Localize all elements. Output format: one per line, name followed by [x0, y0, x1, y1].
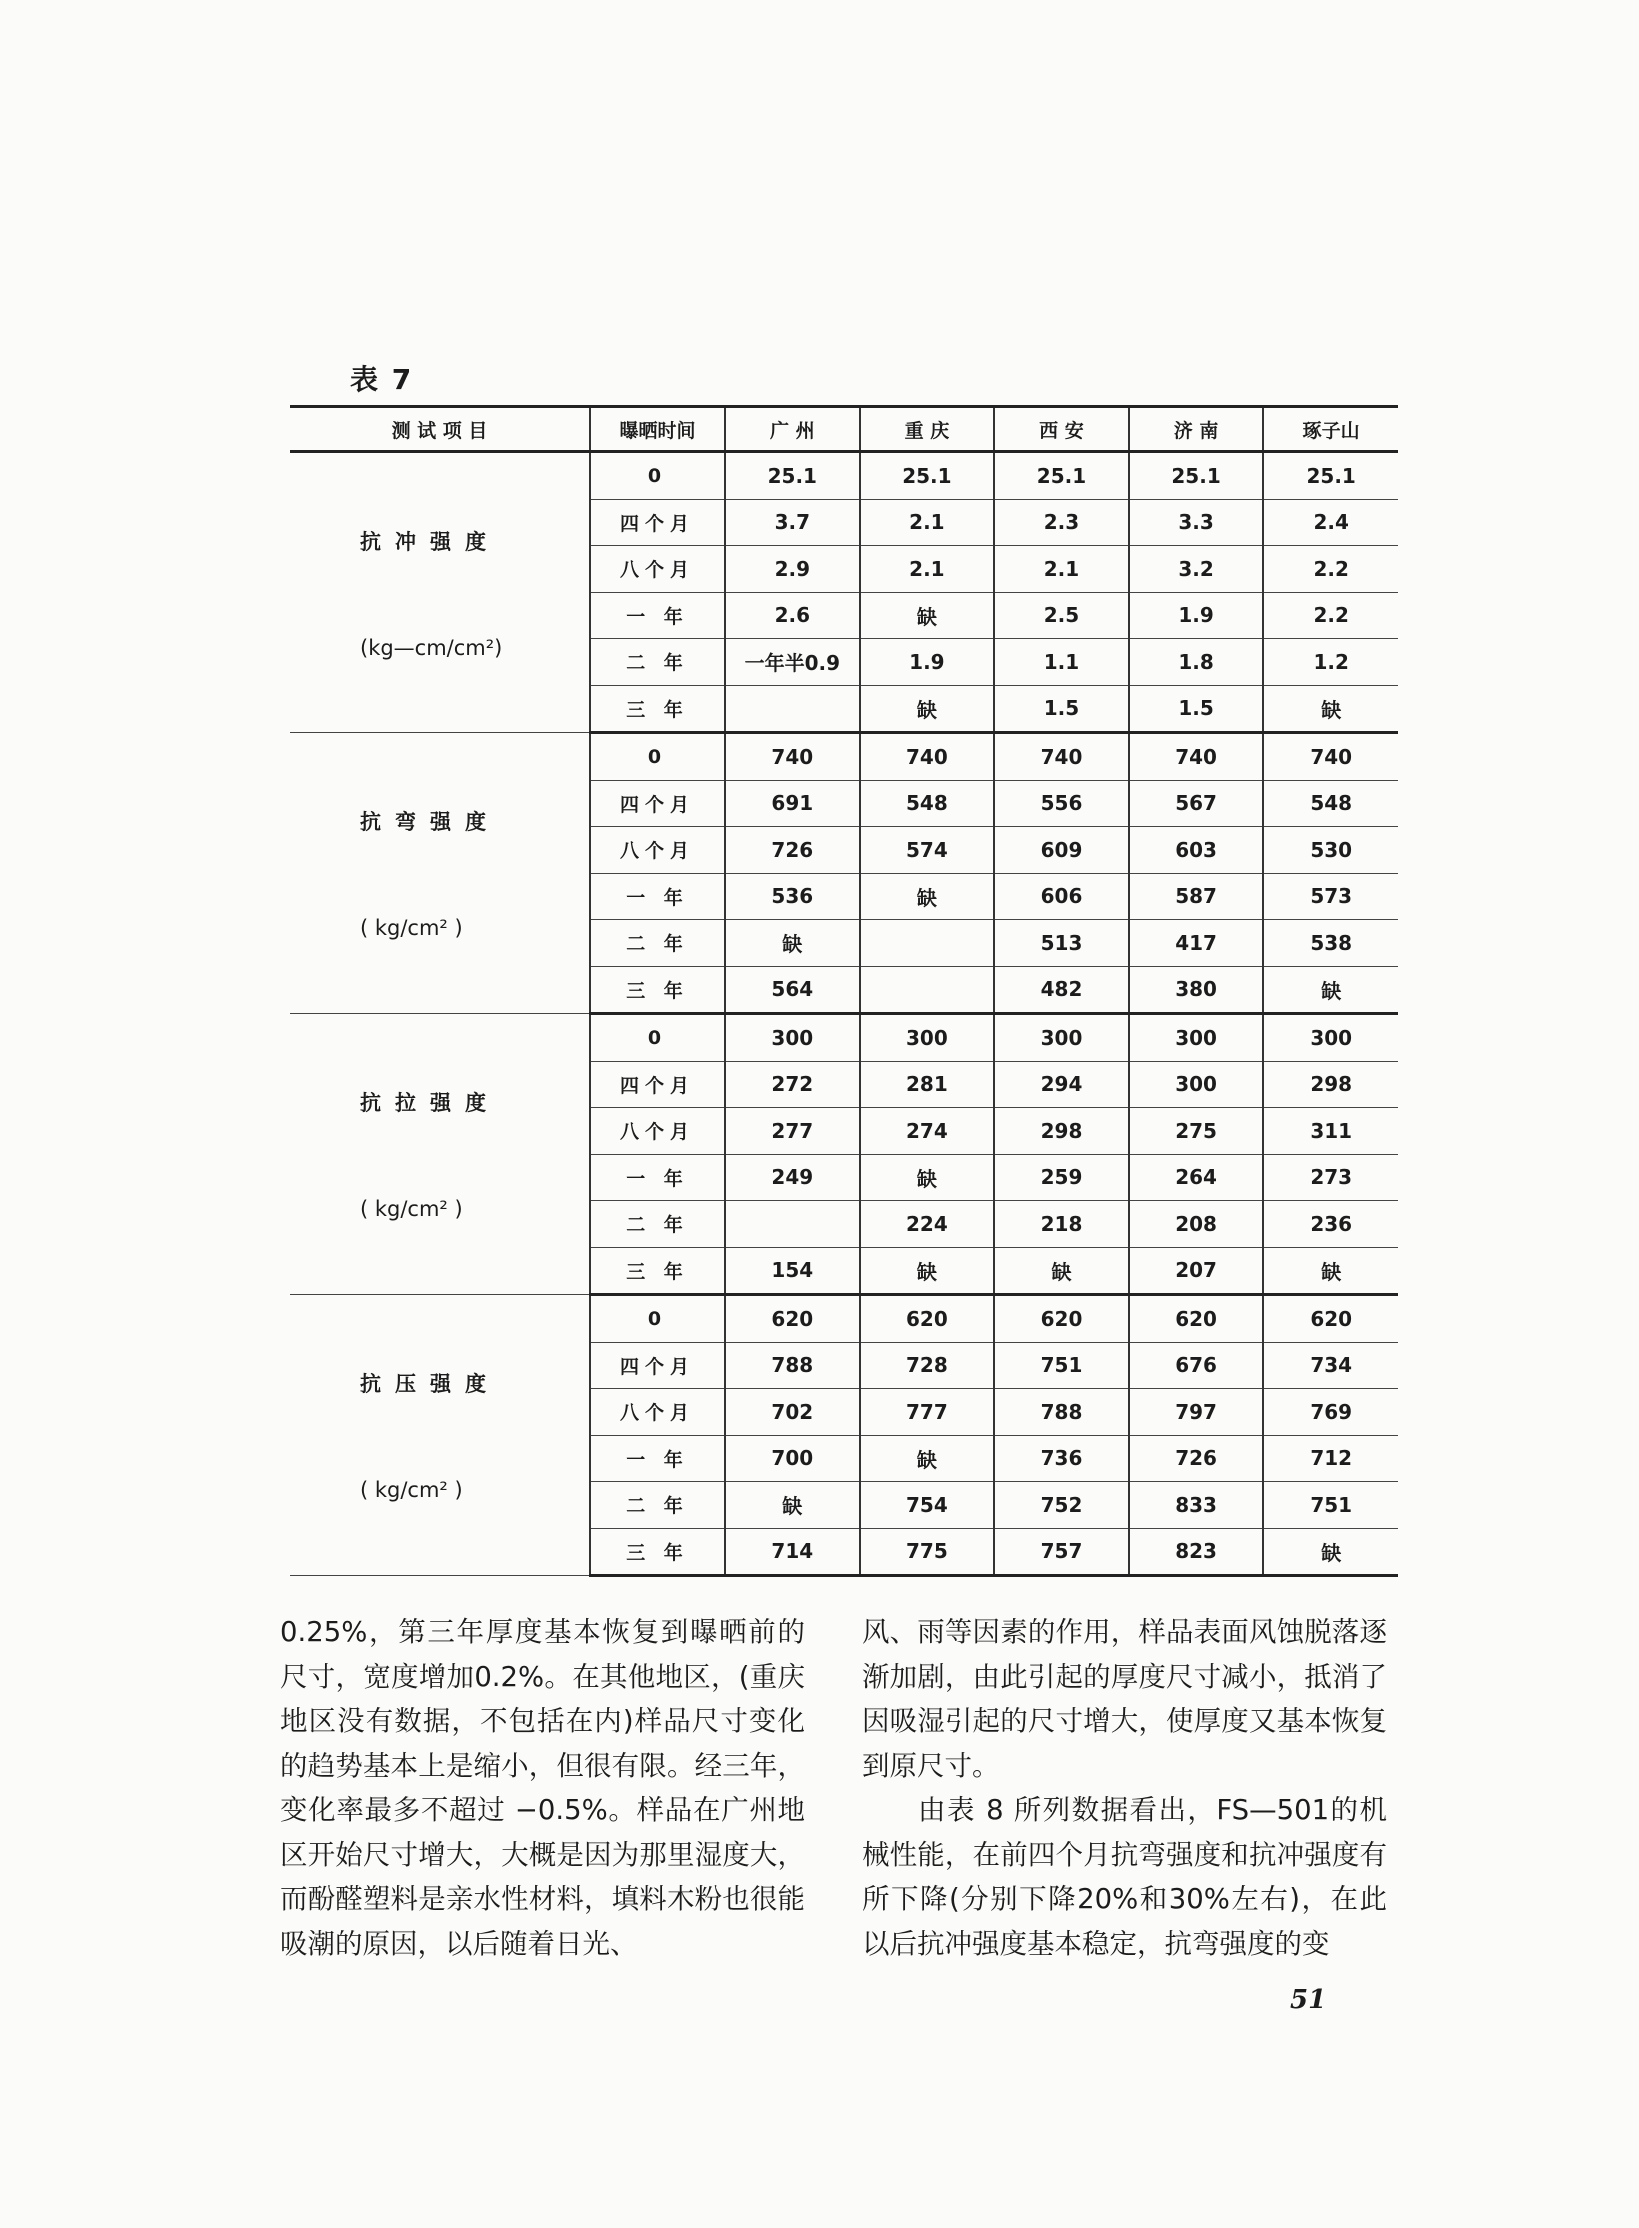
exposure-time-cell: 四个月	[590, 499, 725, 546]
value-cell: 300	[1129, 1061, 1264, 1108]
test-item-unit: ( kg/cm² )	[360, 1478, 463, 1502]
value-cell: 25.1	[860, 452, 995, 500]
page-number: 51	[1290, 1985, 1327, 2015]
exposure-time-cell: 四个月	[590, 1342, 725, 1389]
table-row	[290, 1014, 1398, 1062]
value-cell: 1.5	[994, 685, 1129, 733]
value-cell: 缺	[1263, 1528, 1398, 1576]
exposure-time-cell: 三 年	[590, 1247, 725, 1295]
exposure-time-cell: 二 年	[590, 1201, 725, 1248]
value-cell: 缺	[860, 873, 995, 920]
value-cell: 775	[860, 1528, 995, 1576]
value-cell: 一年半0.9	[725, 639, 860, 686]
value-cell: 207	[1129, 1247, 1264, 1295]
value-cell: 277	[725, 1108, 860, 1155]
value-cell: 2.2	[1263, 592, 1398, 639]
value-cell: 缺	[1263, 685, 1398, 733]
value-cell: 536	[725, 873, 860, 920]
value-cell: 缺	[860, 1154, 995, 1201]
value-cell: 587	[1129, 873, 1264, 920]
value-cell: 缺	[725, 1482, 860, 1529]
exposure-time-cell: 四个月	[590, 1061, 725, 1108]
value-cell: 311	[1263, 1108, 1398, 1155]
exposure-time-cell: 四个月	[590, 780, 725, 827]
value-cell: 538	[1263, 920, 1398, 967]
value-cell: 273	[1263, 1154, 1398, 1201]
exposure-time-cell: 三 年	[590, 685, 725, 733]
exposure-time-cell: 二 年	[590, 639, 725, 686]
value-cell: 788	[994, 1389, 1129, 1436]
value-cell: 298	[994, 1108, 1129, 1155]
value-cell: 788	[725, 1342, 860, 1389]
value-cell: 缺	[1263, 1247, 1398, 1295]
value-cell: 236	[1263, 1201, 1398, 1248]
exposure-time-cell: 0	[590, 452, 725, 500]
paragraph: 风、雨等因素的作用，样品表面风蚀脱落逐渐加剧，由此引起的厚度尺寸减小，抵消了因吸湿引起的尺寸增大，使厚度又基本恢复到原尺寸。	[862, 1616, 1387, 1782]
value-cell: 281	[860, 1061, 995, 1108]
header-xian: 西 安	[994, 407, 1129, 452]
value-cell: 3.2	[1129, 546, 1264, 593]
exposure-time-cell: 三 年	[590, 966, 725, 1014]
exposure-time-cell: 二 年	[590, 1482, 725, 1529]
value-cell: 1.9	[1129, 592, 1264, 639]
test-item-cell	[290, 452, 590, 733]
value-cell: 702	[725, 1389, 860, 1436]
value-cell: 275	[1129, 1108, 1264, 1155]
value-cell: 740	[1263, 733, 1398, 781]
test-item-cell	[290, 1295, 590, 1576]
header-guangzhou: 广 州	[725, 407, 860, 452]
value-cell: 2.9	[725, 546, 860, 593]
value-cell: 缺	[1263, 966, 1398, 1014]
value-cell: 2.1	[860, 499, 995, 546]
paragraph: 0.25%，第三年厚度基本恢复到曝晒前的尺寸，宽度增加0.2%。在其他地区，(重庆地区没有数据，不包括在内)样品尺寸变化的趋势基本上是缩小，但很有限。经三年，变化率最多不超过 −0.5%。样品在广州地区开始尺寸增大，大概是因为那里湿度大，而酚醛塑料是亲水性材料，填料木粉也很能吸潮的原因，以后随着日光、	[280, 1616, 805, 1960]
test-item-name: 抗拉强度	[360, 1091, 500, 1115]
value-cell: 218	[994, 1201, 1129, 1248]
value-cell: 1.1	[994, 639, 1129, 686]
value-cell: 530	[1263, 827, 1398, 874]
value-cell: 2.3	[994, 499, 1129, 546]
value-cell: 620	[1129, 1295, 1264, 1343]
value-cell	[860, 966, 995, 1014]
exposure-time-cell: 八个月	[590, 546, 725, 593]
exposure-time-cell: 三 年	[590, 1528, 725, 1576]
value-cell: 208	[1129, 1201, 1264, 1248]
value-cell: 714	[725, 1528, 860, 1576]
value-cell: 300	[1263, 1014, 1398, 1062]
value-cell: 726	[1129, 1435, 1264, 1482]
value-cell: 574	[860, 827, 995, 874]
test-item-name: 抗弯强度	[360, 810, 500, 834]
exposure-time-cell: 二 年	[590, 920, 725, 967]
table-header-row	[290, 407, 1398, 452]
exposure-time-cell: 一 年	[590, 1154, 725, 1201]
value-cell: 691	[725, 780, 860, 827]
exposure-time-cell: 0	[590, 1295, 725, 1343]
value-cell: 620	[1263, 1295, 1398, 1343]
header-jinan: 济 南	[1129, 407, 1264, 452]
value-cell: 1.2	[1263, 639, 1398, 686]
header-chongqing: 重 庆	[860, 407, 995, 452]
value-cell: 缺	[725, 920, 860, 967]
value-cell: 548	[860, 780, 995, 827]
value-cell: 2.4	[1263, 499, 1398, 546]
value-cell: 769	[1263, 1389, 1398, 1436]
value-cell: 603	[1129, 827, 1264, 874]
table-body	[290, 452, 1398, 1576]
value-cell: 1.8	[1129, 639, 1264, 686]
test-item-unit: (kg—cm/cm²)	[360, 635, 503, 660]
value-cell: 294	[994, 1061, 1129, 1108]
value-cell: 缺	[860, 685, 995, 733]
exposure-time-cell: 八个月	[590, 1389, 725, 1436]
value-cell: 740	[994, 733, 1129, 781]
test-item-cell	[290, 1014, 590, 1295]
value-cell: 728	[860, 1342, 995, 1389]
test-item-unit: ( kg/cm² )	[360, 1197, 463, 1221]
value-cell: 1.9	[860, 639, 995, 686]
value-cell: 754	[860, 1482, 995, 1529]
value-cell: 556	[994, 780, 1129, 827]
exposure-time-cell: 一 年	[590, 1435, 725, 1482]
test-item-cell	[290, 733, 590, 1014]
value-cell: 380	[1129, 966, 1264, 1014]
header-zhuozishan: 琢子山	[1263, 407, 1398, 452]
header-test-item: 测 试 项 目	[290, 407, 590, 452]
value-cell: 833	[1129, 1482, 1264, 1529]
exposure-time-cell: 八个月	[590, 1108, 725, 1155]
value-cell: 25.1	[994, 452, 1129, 500]
value-cell: 缺	[860, 1247, 995, 1295]
value-cell: 3.7	[725, 499, 860, 546]
value-cell: 757	[994, 1528, 1129, 1576]
value-cell: 2.2	[1263, 546, 1398, 593]
value-cell: 751	[1263, 1482, 1398, 1529]
value-cell	[725, 1201, 860, 1248]
value-cell: 676	[1129, 1342, 1264, 1389]
test-item-unit: ( kg/cm² )	[360, 916, 463, 940]
value-cell: 564	[725, 966, 860, 1014]
value-cell: 249	[725, 1154, 860, 1201]
value-cell: 2.1	[994, 546, 1129, 593]
value-cell: 224	[860, 1201, 995, 1248]
value-cell: 620	[725, 1295, 860, 1343]
value-cell: 752	[994, 1482, 1129, 1529]
value-cell: 823	[1129, 1528, 1264, 1576]
value-cell: 609	[994, 827, 1129, 874]
value-cell: 797	[1129, 1389, 1264, 1436]
value-cell: 154	[725, 1247, 860, 1295]
exposure-time-cell: 八个月	[590, 827, 725, 874]
value-cell: 缺	[860, 592, 995, 639]
value-cell: 274	[860, 1108, 995, 1155]
value-cell: 298	[1263, 1061, 1398, 1108]
table-caption: 表 7	[350, 363, 414, 396]
value-cell: 259	[994, 1154, 1129, 1201]
exposure-time-cell: 0	[590, 733, 725, 781]
value-cell: 740	[1129, 733, 1264, 781]
value-cell: 777	[860, 1389, 995, 1436]
value-cell: 2.1	[860, 546, 995, 593]
exposure-time-cell: 0	[590, 1014, 725, 1062]
table-row	[290, 1295, 1398, 1343]
value-cell: 25.1	[1129, 452, 1264, 500]
value-cell	[725, 685, 860, 733]
table-row	[290, 733, 1398, 781]
value-cell: 548	[1263, 780, 1398, 827]
body-text-left-column	[280, 1610, 805, 1966]
value-cell: 736	[994, 1435, 1129, 1482]
value-cell: 300	[725, 1014, 860, 1062]
test-item-name: 抗压强度	[360, 1372, 500, 1396]
value-cell: 300	[994, 1014, 1129, 1062]
value-cell: 3.3	[1129, 499, 1264, 546]
value-cell: 573	[1263, 873, 1398, 920]
value-cell	[860, 920, 995, 967]
value-cell: 734	[1263, 1342, 1398, 1389]
header-exposure-time: 曝晒时间	[590, 407, 725, 452]
value-cell: 740	[860, 733, 995, 781]
value-cell: 726	[725, 827, 860, 874]
value-cell: 缺	[860, 1435, 995, 1482]
value-cell: 300	[1129, 1014, 1264, 1062]
value-cell: 417	[1129, 920, 1264, 967]
value-cell: 712	[1263, 1435, 1398, 1482]
table-row	[290, 452, 1398, 500]
paragraph: 由表 8 所列数据看出，FS—501的机械性能，在前四个月抗弯强度和抗冲强度有所下降(分别下降20%和30%左右)，在此以后抗冲强度基本稳定，抗弯强度的变	[862, 1794, 1387, 1960]
value-cell: 1.5	[1129, 685, 1264, 733]
value-cell: 620	[994, 1295, 1129, 1343]
exposure-time-cell: 一 年	[590, 592, 725, 639]
exposure-test-table	[290, 405, 1398, 1577]
value-cell: 缺	[994, 1247, 1129, 1295]
value-cell: 482	[994, 966, 1129, 1014]
value-cell: 25.1	[725, 452, 860, 500]
value-cell: 513	[994, 920, 1129, 967]
test-item-name: 抗冲强度	[360, 529, 500, 554]
value-cell: 620	[860, 1295, 995, 1343]
value-cell: 272	[725, 1061, 860, 1108]
body-text-right-column	[862, 1610, 1387, 1966]
value-cell: 2.5	[994, 592, 1129, 639]
value-cell: 25.1	[1263, 452, 1398, 500]
value-cell: 740	[725, 733, 860, 781]
value-cell: 606	[994, 873, 1129, 920]
value-cell: 264	[1129, 1154, 1264, 1201]
value-cell: 700	[725, 1435, 860, 1482]
value-cell: 2.6	[725, 592, 860, 639]
value-cell: 751	[994, 1342, 1129, 1389]
value-cell: 300	[860, 1014, 995, 1062]
exposure-time-cell: 一 年	[590, 873, 725, 920]
value-cell: 567	[1129, 780, 1264, 827]
